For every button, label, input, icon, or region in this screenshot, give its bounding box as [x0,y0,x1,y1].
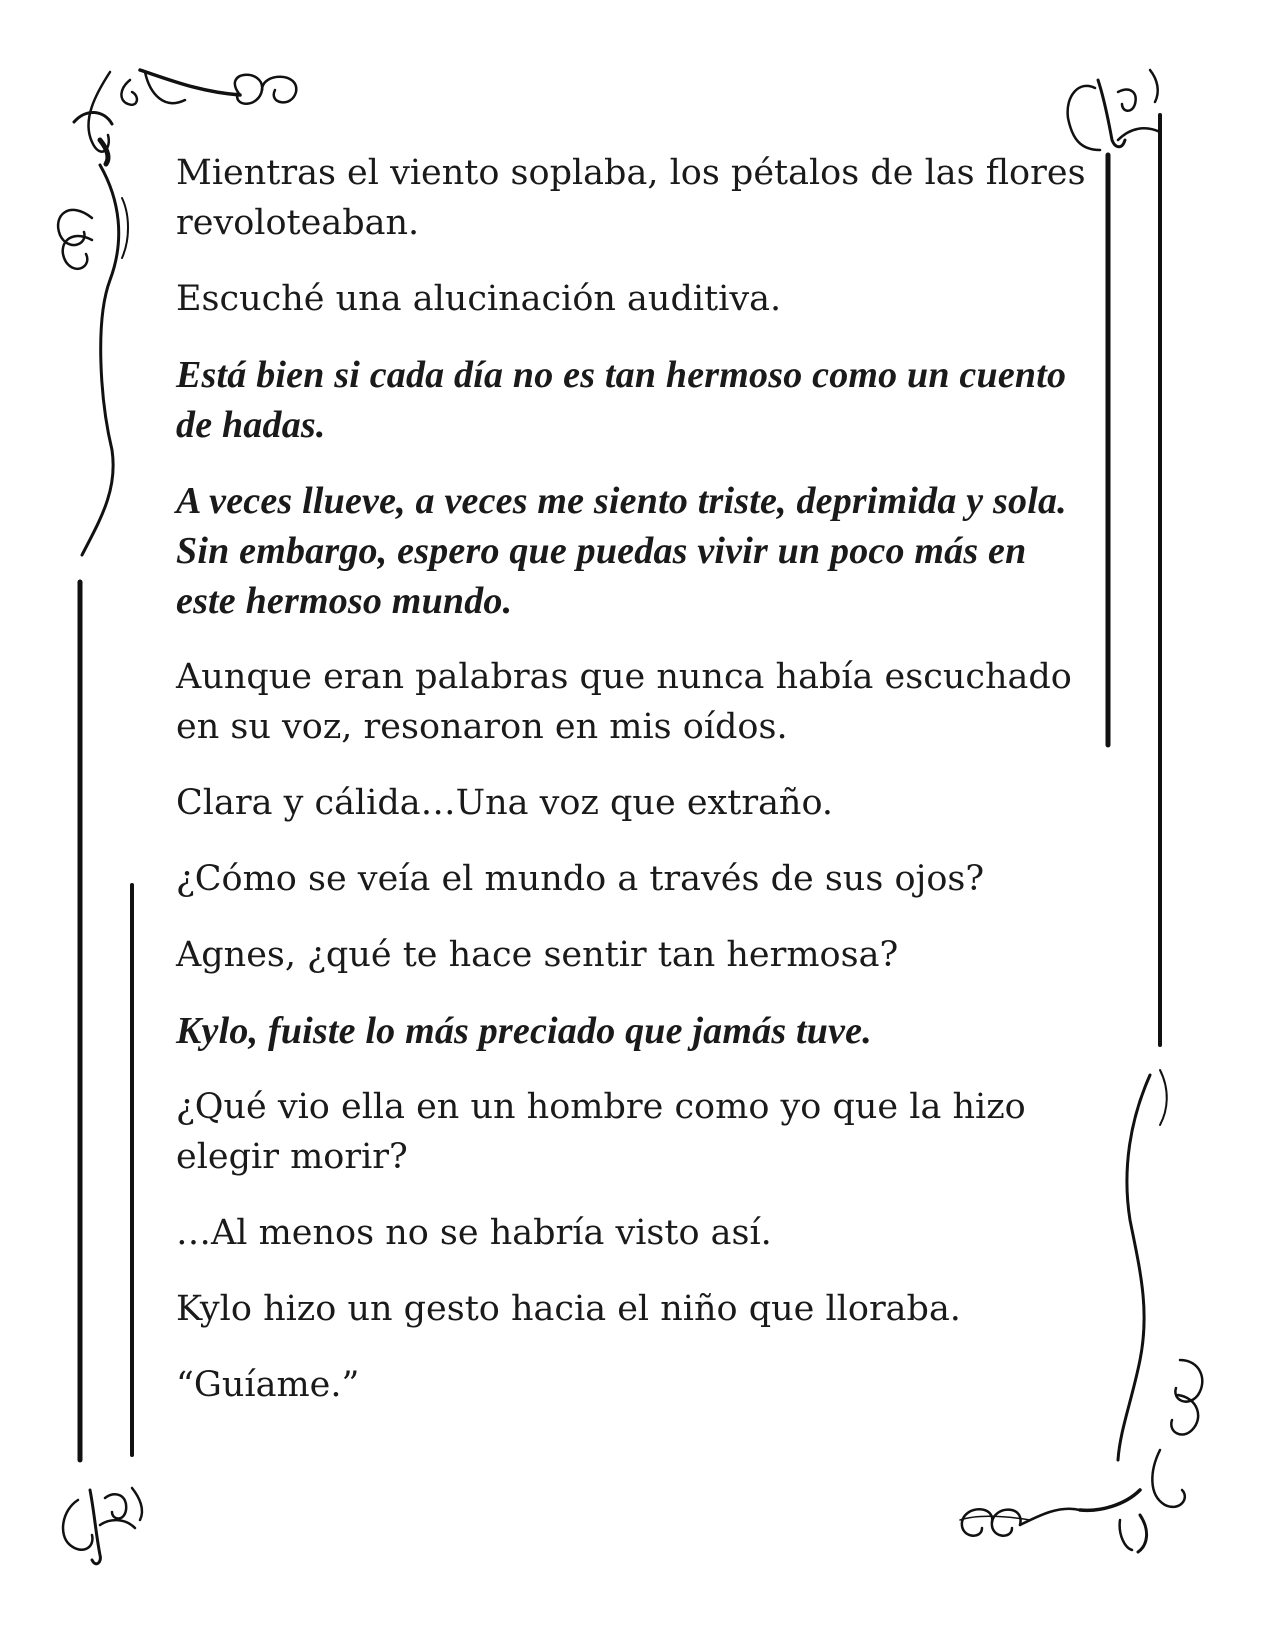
emphasized-paragraph: A veces llueve, a veces me siento triste, deprimida y sola. Sin embargo, espero que puedas vivir un poco más en este hermoso mundo. [176,480,1067,622]
paragraph: ¿Qué vio ella en un hombre como yo que la hizo elegir morir? [176,1087,1026,1177]
paragraph: ¿Cómo se veía el mundo a través de sus ojos? [176,859,985,899]
paragraph: Aunque eran palabras que nunca había escuchado en su voz, resonaron en mis oídos. [176,657,1072,747]
emphasized-paragraph: Está bien si cada día no es tan hermoso como un cuento de hadas. [176,354,1067,446]
paragraph: Clara y cálida…Una voz que extraño. [176,783,834,823]
paragraph: “Guíame.” [176,1365,360,1405]
paragraph: Agnes, ¿qué te hace sentir tan hermosa? [176,935,899,975]
paragraph: …Al menos no se habría visto así. [176,1213,772,1253]
flourish-bottom-left-icon [63,885,142,1564]
emphasized-paragraph: Kylo, fuiste lo más preciado que jamás tuve. [176,1010,872,1052]
text-body [176,148,1096,1436]
paragraph: Escuché una alucinación auditiva. [176,279,782,319]
paragraph: Kylo hizo un gesto hacia el niño que lloraba. [176,1289,961,1329]
paragraph: Mientras el viento soplaba, los pétalos de las flores revoloteaban. [176,153,1086,243]
